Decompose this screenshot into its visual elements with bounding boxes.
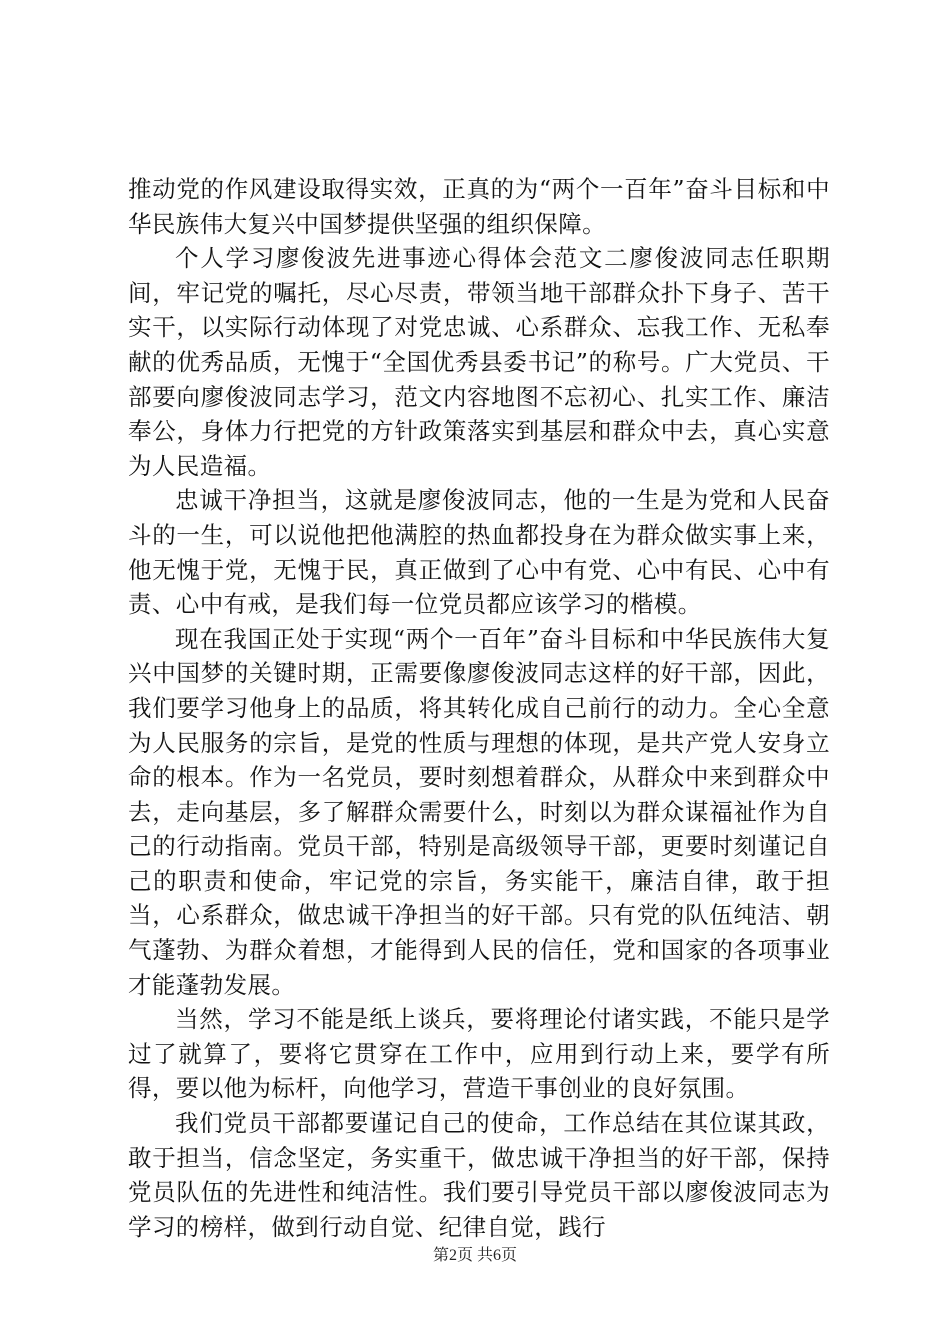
paragraph-essay-intro: 个人学习廖俊波先进事迹心得体会范文二廖俊波同志任职期间，牢记党的嘱托，尽心尽责，带领当地干部群众扑下身子、苦干实干，以实际行动体现了对党忠诚、心系群众、忘我工作、无私奉献的优秀品质，无愧于“全国优秀县委书记”的称号。广大党员、干部要向廖俊波同志学习，范文内容地图不忘初心、扎实工作、廉洁奉公，身体力行把党的方针政策落实到基层和群众中去，真心实意为人民造福。 <box>128 244 830 480</box>
page-number-footer: 第2页 共6页 <box>432 1247 517 1264</box>
paragraph-mission: 我们党员干部都要谨记自己的使命，工作总结在其位谋其政，敢于担当，信念坚定，务实重干，做忠诚干净担当的好干部，保持党员队伍的先进性和纯洁性。我们要引导党员干部以廖俊波同志为学习的榜样，做到行动自觉、纪律自觉，践行 <box>128 1109 830 1241</box>
document-body <box>128 172 830 1244</box>
paragraph-current-period: 现在我国正处于实现“两个一百年”奋斗目标和中华民族伟大复兴中国梦的关键时期，正需要像廖俊波同志这样的好干部，因此，我们要学习他身上的品质，将其转化成自己前行的动力。全心全意为人民服务的宗旨，是党的性质与理想的体现，是共产党人安身立命的根本。作为一名党员，要时刻想着群众，从群众中来到群众中去，走向基层，多了解群众需要什么，时刻以为群众谋福祉作为自己的行动指南。党员干部，特别是高级领导干部，更要时刻谨记自己的职责和使命，牢记党的宗旨，务实能干，廉洁自律，敢于担当，心系群众，做忠诚干净担当的好干部。只有党的队伍纯洁、朝气蓬勃、为群众着想，才能得到人民的信任，党和国家的各项事业才能蓬勃发展。 <box>128 624 830 999</box>
paragraph-continuation: 推动党的作风建设取得实效，正真的为“两个一百年”奋斗目标和中华民族伟大复兴中国梦提供坚强的组织保障。 <box>128 175 830 238</box>
paragraph-loyalty: 忠诚干净担当，这就是廖俊波同志，他的一生是为党和人民奋斗的一生，可以说他把他满腔的热血都投身在为群众做实事上来，他无愧于党，无愧于民，真正做到了心中有党、心中有民、心中有责、心中有戒，是我们每一位党员都应该学习的楷模。 <box>128 486 830 619</box>
paragraph-practice: 当然，学习不能是纸上谈兵，要将理论付诸实践，不能只是学过了就算了，要将它贯穿在工作中，应用到行动上来，要学有所得，要以他为标杆，向他学习，营造干事创业的良好氛围。 <box>128 1005 830 1103</box>
